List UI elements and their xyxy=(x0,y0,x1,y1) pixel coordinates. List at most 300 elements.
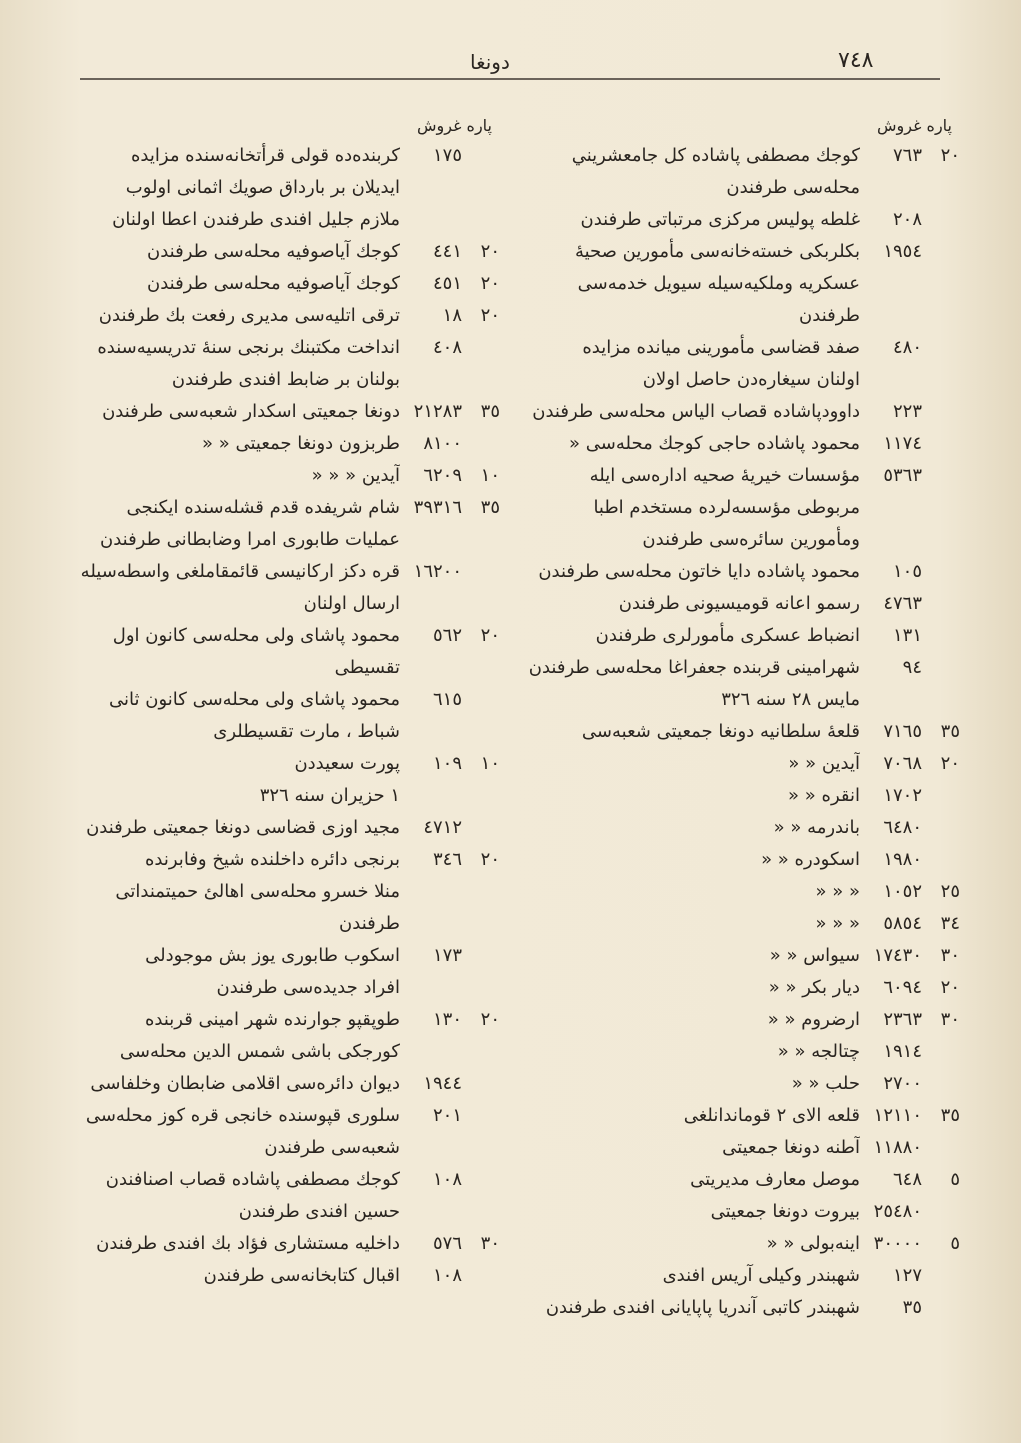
entry-figures xyxy=(860,1004,960,1036)
description-line: مؤسسات خيريهٔ صحيه اداره‌سى ايله xyxy=(589,465,860,486)
ledger-entry xyxy=(520,844,960,876)
entry-figures xyxy=(860,140,960,172)
description-line: اسكوب طابورى يوز بش موجودلى xyxy=(145,945,400,966)
ledger-entry xyxy=(520,1068,960,1100)
piastre-value xyxy=(472,1068,500,1100)
ledger-entry xyxy=(520,1228,960,1260)
description-line: افراد جديده‌سى طرفندن xyxy=(216,977,400,998)
piastre-value xyxy=(932,1260,960,1292)
ledger-entry xyxy=(80,140,500,236)
entry-description xyxy=(520,1260,860,1292)
entry-description xyxy=(80,748,400,812)
entry-figures xyxy=(860,428,960,460)
piastre-value: ٢٠ xyxy=(480,849,500,870)
piastre-value xyxy=(932,396,960,428)
description-line: تقسيطى xyxy=(334,657,400,678)
piastre-value xyxy=(472,556,500,588)
amount-value: ١٠٩ xyxy=(432,753,462,774)
entry-description xyxy=(80,236,400,268)
amount-value: ٦٢٠٩ xyxy=(423,465,462,486)
piastre-value xyxy=(472,140,500,172)
ledger-entry xyxy=(520,876,960,908)
description-line: بكلربكى خسته‌خانه‌سى مأمورين صحيه‌ٔ xyxy=(574,241,860,262)
ledger-entry xyxy=(80,940,500,1004)
description-line: برنجى دائره داخلنده شيخ وفابرنده xyxy=(144,849,400,870)
amount-value: ٧٠٦٨ xyxy=(883,753,922,774)
description-line: طرفندن xyxy=(799,305,860,326)
description-line: داوودپاشاده قصاب الياس محله‌سى طرفندن xyxy=(532,401,860,422)
amount-value: ١٦٢٠٠ xyxy=(413,561,462,582)
ledger-entry xyxy=(520,428,960,460)
description-line: داخليه مستشارى فؤاد بك افندى طرفندن xyxy=(96,1233,400,1254)
description-line: موصل معارف مديريتى xyxy=(690,1169,860,1190)
entry-figures xyxy=(860,236,960,268)
ledger-entry xyxy=(80,236,500,268)
entry-figures xyxy=(400,300,500,332)
ledger-entry xyxy=(520,972,960,1004)
ledger-entry xyxy=(520,1100,960,1132)
ledger-entry xyxy=(520,1260,960,1292)
description-line: چتالجه « « xyxy=(777,1041,860,1062)
ledger-entry xyxy=(520,332,960,396)
ledger-entry xyxy=(80,332,500,396)
entry-description xyxy=(520,396,860,428)
ledger-entry xyxy=(80,492,500,556)
entry-description xyxy=(80,684,400,748)
entry-figures xyxy=(860,1292,960,1324)
description-line: باندرمه « « xyxy=(773,817,860,838)
amount-value: ٧١٦٥ xyxy=(883,721,922,742)
entry-figures xyxy=(400,1004,500,1036)
amount-value: ٣٤٦ xyxy=(432,849,462,870)
description-line: ارسال اولنان xyxy=(303,593,400,614)
description-line: انضباط عسكرى مأمورلرى طرفندن xyxy=(595,625,860,646)
entry-description xyxy=(520,428,860,460)
description-line: محله‌سى طرفندن xyxy=(726,177,860,198)
piastre-value xyxy=(472,1100,500,1132)
piastre-value xyxy=(472,1260,500,1292)
amount-value: ٤٥١ xyxy=(432,273,462,294)
entry-description xyxy=(520,140,860,204)
entry-description xyxy=(80,1260,400,1292)
ledger-entry xyxy=(80,460,500,492)
entry-description xyxy=(80,396,400,428)
description-line: آيدين « « « xyxy=(311,465,400,486)
ledger-entry xyxy=(80,684,500,748)
piastre-value: ٥ xyxy=(950,1169,960,1190)
description-line: طربزون دونغا جمعيتى « « xyxy=(202,433,400,454)
amount-value: ٤٠٨ xyxy=(432,337,462,358)
entry-description xyxy=(520,1068,860,1100)
piastre-value xyxy=(472,1164,500,1196)
entry-figures xyxy=(400,684,500,716)
piastre-value xyxy=(472,428,500,460)
ledger-entry xyxy=(80,300,500,332)
entry-description xyxy=(520,908,860,940)
entry-figures xyxy=(860,876,960,908)
entry-figures xyxy=(860,812,960,844)
amount-value: ٤٤١ xyxy=(432,241,462,262)
ledger-entry xyxy=(520,1196,960,1228)
piastre-value: ٣٠ xyxy=(480,1233,500,1254)
entry-description xyxy=(520,1228,860,1260)
ledger-entry xyxy=(520,940,960,972)
entry-description xyxy=(80,556,400,620)
header-rule xyxy=(80,78,940,80)
amount-value: ٨١٠٠ xyxy=(423,433,462,454)
entry-figures xyxy=(860,332,960,364)
entry-figures xyxy=(860,1228,960,1260)
piastre-value xyxy=(932,204,960,236)
ledger-entry xyxy=(80,396,500,428)
description-line: « « « xyxy=(815,881,860,902)
ledger-entry xyxy=(520,1132,960,1164)
description-line: طرفندن xyxy=(339,913,400,934)
piastre-value xyxy=(932,1292,960,1324)
entry-description xyxy=(80,140,400,236)
piastre-value xyxy=(932,1036,960,1068)
entry-description xyxy=(80,332,400,396)
ledger-entry xyxy=(520,908,960,940)
description-line: كوجك مصطفى پاشاده كل جامعشريني xyxy=(571,145,860,166)
entry-description xyxy=(520,1132,860,1164)
amount-value: ٤٨٠ xyxy=(892,337,922,358)
entry-figures xyxy=(400,332,500,364)
ledger-entry xyxy=(80,620,500,684)
description-line: بيروت دونغا جمعيتى xyxy=(710,1201,860,1222)
entry-description xyxy=(520,844,860,876)
ledger-entry xyxy=(520,812,960,844)
ledger-entry xyxy=(520,204,960,236)
piastre-value xyxy=(932,1196,960,1228)
piastre-value: ٣٥ xyxy=(940,721,960,742)
description-line: مربوطى مؤسسه‌لرده مستخدم اطبا xyxy=(593,497,860,518)
entry-description xyxy=(80,492,400,556)
description-line: محمود پاشاى ولى محله‌سى كانون اول xyxy=(112,625,400,646)
entry-description xyxy=(80,300,400,332)
entry-figures xyxy=(860,620,960,652)
entry-description xyxy=(520,940,860,972)
entry-figures xyxy=(860,972,960,1004)
amount-value: ١٧٠٢ xyxy=(883,785,922,806)
entry-figures xyxy=(860,844,960,876)
ledger-entry xyxy=(80,1004,500,1068)
ledger-entry xyxy=(80,748,500,812)
entry-description xyxy=(520,1196,860,1228)
description-line: انداخت مكتبنك برنجى سنهٔ تدريسيه‌سنده xyxy=(97,337,400,358)
ledger-entry xyxy=(520,780,960,812)
description-line: سيواس « « xyxy=(769,945,860,966)
ledger-entry xyxy=(520,236,960,332)
entry-figures xyxy=(860,204,960,236)
ledger-entry xyxy=(80,1100,500,1164)
ledger-entry xyxy=(80,556,500,620)
piastre-value xyxy=(932,1132,960,1164)
amount-value: ١١٧٤ xyxy=(883,433,922,454)
entry-figures xyxy=(400,1260,500,1292)
description-line: اولنان سيغاره‌دن حاصل اولان xyxy=(642,369,860,390)
entry-figures xyxy=(860,1036,960,1068)
ledger-entry xyxy=(520,588,960,620)
description-line: شباط ، مارت تقسيطلرى xyxy=(213,721,400,742)
ledger-entry xyxy=(80,812,500,844)
description-line: ترقى اتليه‌سى مديرى رفعت بك طرفندن xyxy=(98,305,400,326)
entry-figures xyxy=(860,556,960,588)
entry-figures xyxy=(400,1164,500,1196)
entry-description xyxy=(80,1100,400,1164)
description-line: ١ حزيران سنه ٣٢٦ xyxy=(259,785,400,806)
amount-value: ١٩٨٠ xyxy=(883,849,922,870)
entry-figures xyxy=(860,1196,960,1228)
entry-figures xyxy=(860,748,960,780)
entry-figures xyxy=(860,652,960,684)
ledger-entry xyxy=(520,1004,960,1036)
entry-figures xyxy=(860,716,960,748)
ledger-entry xyxy=(520,1164,960,1196)
description-line: غلطه پوليس مركزى مرتباتى طرفندن xyxy=(580,209,860,230)
description-line: قره دكز اركانيسى قائمقاملغى واسطه‌سيله xyxy=(80,561,400,582)
entry-description xyxy=(80,1164,400,1228)
piastre-value: ٣٠ xyxy=(940,1009,960,1030)
entry-description xyxy=(80,1228,400,1260)
piastre-value xyxy=(932,588,960,620)
entry-figures xyxy=(400,844,500,876)
entry-figures xyxy=(400,748,500,780)
entry-description xyxy=(80,1068,400,1100)
amount-value: ٣٠٠٠٠ xyxy=(873,1233,922,1254)
piastre-value: ٢٠ xyxy=(480,241,500,262)
amount-value: ٢٠١ xyxy=(432,1105,462,1126)
ledger-entry xyxy=(520,716,960,748)
right-column xyxy=(520,112,960,1324)
piastre-value xyxy=(932,460,960,492)
entry-figures xyxy=(860,940,960,972)
description-line: اقبال كتابخانه‌سى طرفندن xyxy=(203,1265,400,1286)
description-line: عسكريه وملكيه‌سيله سيويل خدمه‌سى xyxy=(577,273,860,294)
amount-value: ١٠٥٢ xyxy=(883,881,922,902)
page-number: ٧٤٨ xyxy=(838,48,874,73)
entry-description xyxy=(520,204,860,236)
entry-figures xyxy=(400,268,500,300)
left-column xyxy=(80,112,500,1292)
entry-figures xyxy=(860,396,960,428)
piastre-value xyxy=(932,556,960,588)
amount-value: ١٩٤٤ xyxy=(423,1073,462,1094)
entry-description xyxy=(520,588,860,620)
entry-description xyxy=(520,1036,860,1068)
entry-figures xyxy=(860,1260,960,1292)
entry-figures xyxy=(400,492,500,524)
entry-description xyxy=(520,716,860,748)
entry-description xyxy=(80,940,400,1004)
amount-value: ٢٥٤٨٠ xyxy=(873,1201,922,1222)
piastre-value xyxy=(932,428,960,460)
ledger-entry xyxy=(80,1164,500,1228)
description-line: حلب « « xyxy=(791,1073,860,1094)
entry-description xyxy=(520,1292,860,1324)
description-line: كورجكى باشى شمس الدين محله‌سى xyxy=(119,1041,400,1062)
entry-description xyxy=(520,972,860,1004)
amount-value: ١٣٠ xyxy=(432,1009,462,1030)
piastre-value xyxy=(932,1068,960,1100)
entry-figures xyxy=(400,620,500,652)
description-line: قلعهٔ سلطانيه دونغا جمعيتى شعبه‌سى xyxy=(581,721,860,742)
amount-value: ١٠٥ xyxy=(892,561,922,582)
description-line: حسين افندى طرفندن xyxy=(238,1201,400,1222)
piastre-value xyxy=(472,940,500,972)
amount-value: ٣٥ xyxy=(902,1297,922,1318)
entry-figures xyxy=(400,1068,500,1100)
ledger-entry xyxy=(520,1036,960,1068)
amount-value: ٧٦٣ xyxy=(892,145,922,166)
description-line: مايس ٢٨ سنه ٣٢٦ xyxy=(721,689,860,710)
entry-description xyxy=(80,620,400,684)
description-line: شهبندر وكيلى آريس افندى xyxy=(662,1265,860,1286)
piastre-value xyxy=(932,652,960,684)
description-line: قلعه الاى ٢ قوماندانلغى xyxy=(683,1105,860,1126)
column-heading: پاره غروش xyxy=(877,116,952,135)
ledger-entry xyxy=(80,428,500,460)
entry-figures xyxy=(400,460,500,492)
ledger-entry xyxy=(520,620,960,652)
entry-figures xyxy=(400,428,500,460)
entry-description xyxy=(520,1100,860,1132)
amount-value: ٥٦٢ xyxy=(432,625,462,646)
description-line: اينه‌بولى « « xyxy=(766,1233,860,1254)
entry-figures xyxy=(400,940,500,972)
description-line: شام شريفده قدم قشله‌سنده ايكنجى xyxy=(126,497,400,518)
ledger-entry xyxy=(80,1260,500,1292)
description-line: عمليات طابورى امرا وضابطانى طرفندن xyxy=(99,529,400,550)
amount-value: ٦١٥ xyxy=(432,689,462,710)
description-line: ارضروم « « xyxy=(767,1009,860,1030)
entry-figures xyxy=(860,460,960,492)
description-line: ايديلان بر بارداق صويك اثمانى اولوب xyxy=(125,177,400,198)
amount-value: ١٧٥ xyxy=(432,145,462,166)
piastre-value: ٢٠ xyxy=(480,625,500,646)
description-line: آيدين « « xyxy=(788,753,860,774)
description-line: شعبه‌سى طرفندن xyxy=(264,1137,400,1158)
entry-figures xyxy=(860,1068,960,1100)
description-line: محمود پاشاى ولى محله‌سى كانون ثانى xyxy=(109,689,400,710)
entry-figures xyxy=(860,1132,960,1164)
piastre-value: ٣٠ xyxy=(940,945,960,966)
entry-description xyxy=(520,812,860,844)
entry-description xyxy=(520,236,860,332)
description-line: اسكودره « « xyxy=(761,849,860,870)
entry-description xyxy=(80,1004,400,1068)
amount-value: ٦٠٩٤ xyxy=(883,977,922,998)
description-line: كوجك مصطفى پاشاده قصاب اصنافندن xyxy=(105,1169,400,1190)
entry-figures xyxy=(400,396,500,428)
entry-figures xyxy=(860,1164,960,1196)
amount-value: ١٨ xyxy=(442,305,462,326)
description-line: آطنه دونغا جمعيتى xyxy=(722,1137,860,1158)
entry-figures xyxy=(400,140,500,172)
piastre-value: ٣٤ xyxy=(940,913,960,934)
piastre-value: ٣٥ xyxy=(940,1105,960,1126)
piastre-value: ١٠ xyxy=(480,465,500,486)
amount-value: ١٧٣ xyxy=(432,945,462,966)
amount-value: ٣٩٣١٦ xyxy=(413,497,462,518)
entry-description xyxy=(80,844,400,940)
entry-figures xyxy=(400,556,500,588)
piastre-value xyxy=(472,332,500,364)
entry-list xyxy=(520,140,960,1324)
amount-value: ١٩١٤ xyxy=(883,1041,922,1062)
amount-value: ١٩٥٤ xyxy=(883,241,922,262)
ledger-entry xyxy=(80,1228,500,1260)
entry-description xyxy=(520,780,860,812)
amount-value: ٢١٢٨٣ xyxy=(413,401,462,422)
description-line: ملازم جليل افندى طرفندن اعطا اولنان xyxy=(112,209,400,230)
piastre-value xyxy=(932,780,960,812)
piastre-value: ٢٠ xyxy=(480,305,500,326)
description-line: كوجك آياصوفيه محله‌سى طرفندن xyxy=(146,273,400,294)
amount-value: ١٢١١٠ xyxy=(873,1105,922,1126)
piastre-value: ٢٥ xyxy=(940,881,960,902)
entry-figures xyxy=(400,812,500,844)
entry-description xyxy=(520,876,860,908)
description-line: مجيد اوزى قضاسى دونغا جمعيتى طرفندن xyxy=(86,817,400,838)
piastre-value xyxy=(472,684,500,716)
entry-figures xyxy=(860,1100,960,1132)
description-line: محمود پاشاده حاجى كوجك محله‌سى « xyxy=(569,433,860,454)
entry-description xyxy=(520,748,860,780)
entry-description xyxy=(520,460,860,556)
amount-value: ١٢٧ xyxy=(892,1265,922,1286)
entry-description xyxy=(520,332,860,396)
piastre-value: ٢٠ xyxy=(480,273,500,294)
piastre-value xyxy=(932,332,960,364)
piastre-value: ٢٠ xyxy=(480,1009,500,1030)
amount-value: ١٠٨ xyxy=(432,1265,462,1286)
piastre-value: ٢٠ xyxy=(940,977,960,998)
entry-description xyxy=(520,620,860,652)
description-line: كربنده‌ده قولى قرأتخانه‌سنده مزايده xyxy=(131,145,400,166)
piastre-value: ٥ xyxy=(950,1233,960,1254)
entry-figures xyxy=(860,908,960,940)
entry-figures xyxy=(860,588,960,620)
piastre-value: ٣٥ xyxy=(480,401,500,422)
piastre-value: ٣٥ xyxy=(480,497,500,518)
description-line: ديوان دائره‌سى اقلامى ضابطان وخلفاسى xyxy=(90,1073,400,1094)
amount-value: ٥٨٥٤ xyxy=(883,913,922,934)
description-line: محمود پاشاده دايا خاتون محله‌سى طرفندن xyxy=(538,561,860,582)
piastre-value xyxy=(472,812,500,844)
description-line: بولنان بر ضابط افندى طرفندن xyxy=(171,369,400,390)
ledger-entry xyxy=(520,652,960,716)
amount-value: ٦٤٨٠ xyxy=(883,817,922,838)
entry-description xyxy=(80,812,400,844)
amount-value: ٢٧٠٠ xyxy=(883,1073,922,1094)
description-line: « « « xyxy=(815,913,860,934)
amount-value: ٦٤٨ xyxy=(892,1169,922,1190)
description-line: سلورى قپوسنده خانجى قره كوز محله‌سى xyxy=(85,1105,400,1126)
amount-value: ١٠٨ xyxy=(432,1169,462,1190)
description-line: منلا خسرو محله‌سى اهالئ حميتمنداتى xyxy=(115,881,400,902)
amount-value: ٢٠٨ xyxy=(892,209,922,230)
entry-description xyxy=(520,1164,860,1196)
description-line: شهبندر كاتبى آندريا پاپايانى افندى طرفندن xyxy=(545,1297,860,1318)
entry-list xyxy=(80,140,500,1292)
description-line: دونغا جمعيتى اسكدار شعبه‌سى طرفندن xyxy=(102,401,400,422)
amount-value: ١٧٤٣٠ xyxy=(873,945,922,966)
page-header xyxy=(0,48,1021,78)
amount-value: ٢٣٦٣ xyxy=(883,1009,922,1030)
piastre-value xyxy=(932,844,960,876)
amount-value: ٥٧٦ xyxy=(432,1233,462,1254)
